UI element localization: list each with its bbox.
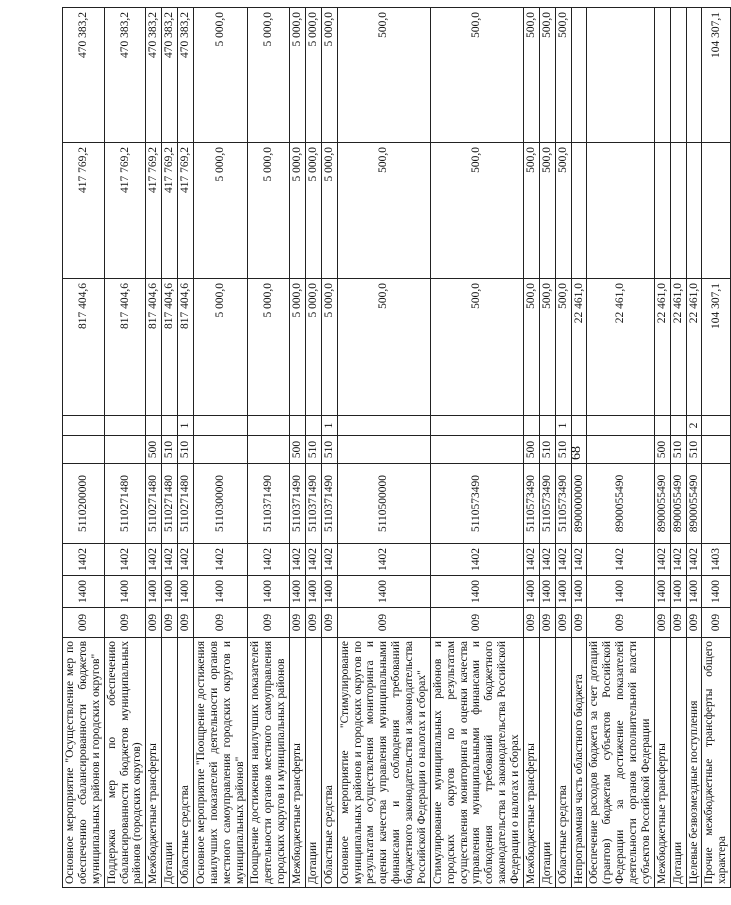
cell-expense-type: 510: [321, 436, 337, 464]
cell-section: 1400: [178, 576, 194, 608]
cell-amount-year-1: 817 404,6: [63, 279, 105, 416]
cell-section: 1400: [104, 576, 146, 608]
cell-amount-year-2: [587, 143, 654, 279]
cell-amount-year-2: 417 769,2: [178, 143, 194, 279]
cell-admin-code: 009: [686, 608, 702, 638]
cell-amount-year-2: 500,0: [430, 143, 523, 279]
cell-amount-year-1: 22 461,0: [587, 279, 654, 416]
cell-funding-source: [539, 416, 555, 436]
cell-amount-year-2: [702, 143, 731, 279]
cell-admin-code: 009: [63, 608, 105, 638]
cell-name: Поддержка мер по обеспечению сбалансированности бюджетов муниципальных районов (городских округов): [104, 638, 146, 888]
cell-target-article: 5110271480: [146, 464, 162, 544]
cell-expense-type: 500: [146, 436, 162, 464]
cell-amount-year-1: 500,0: [430, 279, 523, 416]
cell-amount-year-3: 500,0: [539, 8, 555, 143]
cell-amount-year-1: 22 461,0: [686, 279, 702, 416]
cell-section: 1400: [193, 576, 248, 608]
cell-amount-year-2: 417 769,2: [63, 143, 105, 279]
cell-funding-source: [104, 416, 146, 436]
cell-funding-source: [523, 416, 539, 436]
cell-target-article: 5110573490: [430, 464, 523, 544]
cell-amount-year-3: 5 000,0: [248, 8, 290, 143]
cell-admin-code: 009: [337, 608, 430, 638]
table-row: [321, 8, 337, 888]
cell-name: Областные средства: [555, 638, 571, 888]
cell-admin-code: 009: [654, 608, 670, 638]
cell-section: 1400: [670, 576, 686, 608]
cell-funding-source: [587, 416, 654, 436]
cell-section: 1400: [162, 576, 178, 608]
cell-amount-year-2: 500,0: [539, 143, 555, 279]
cell-subsection: 1403: [702, 544, 731, 576]
cell-expense-type: 510: [305, 436, 321, 464]
cell-amount-year-1: 5 000,0: [248, 279, 290, 416]
cell-target-article: 5110573490: [555, 464, 571, 544]
table-row: [290, 8, 306, 888]
cell-target-article: 8900055490: [686, 464, 702, 544]
cell-admin-code: 009: [104, 608, 146, 638]
cell-section: 1400: [702, 576, 731, 608]
table-row: [248, 8, 290, 888]
cell-admin-code: 009: [571, 608, 587, 638]
cell-amount-year-1: 22 461,0: [571, 279, 587, 416]
cell-amount-year-3: [571, 8, 587, 143]
cell-funding-source: [654, 416, 670, 436]
cell-amount-year-1: 500,0: [337, 279, 430, 416]
cell-amount-year-1: 5 000,0: [290, 279, 306, 416]
cell-expense-type: [430, 436, 523, 464]
cell-amount-year-1: 500,0: [539, 279, 555, 416]
cell-funding-source: [702, 416, 731, 436]
cell-amount-year-3: [670, 8, 686, 143]
cell-admin-code: 009: [430, 608, 523, 638]
cell-admin-code: 009: [555, 608, 571, 638]
cell-name: Дотации: [539, 638, 555, 888]
cell-target-article: 8900055490: [587, 464, 654, 544]
cell-subsection: 1402: [193, 544, 248, 576]
cell-name: Межбюджетные трансферты: [654, 638, 670, 888]
cell-target-article: 5110371490: [248, 464, 290, 544]
cell-funding-source: [430, 416, 523, 436]
table-row: [178, 8, 194, 888]
cell-section: 1400: [654, 576, 670, 608]
cell-expense-type: [63, 436, 105, 464]
cell-target-article: 5110371490: [305, 464, 321, 544]
cell-subsection: 1402: [654, 544, 670, 576]
cell-expense-type: 510: [178, 436, 194, 464]
cell-expense-type: [248, 436, 290, 464]
table-row: [702, 8, 731, 888]
cell-amount-year-2: 5 000,0: [248, 143, 290, 279]
cell-admin-code: 009: [305, 608, 321, 638]
cell-admin-code: 009: [290, 608, 306, 638]
cell-subsection: 1402: [104, 544, 146, 576]
cell-section: 1400: [587, 576, 654, 608]
cell-section: 1400: [539, 576, 555, 608]
table-row: [555, 8, 571, 888]
cell-amount-year-2: [670, 143, 686, 279]
cell-funding-source: [193, 416, 248, 436]
cell-funding-source: 2: [686, 416, 702, 436]
cell-expense-type: 510: [539, 436, 555, 464]
cell-expense-type: [337, 436, 430, 464]
cell-target-article: 5110371490: [290, 464, 306, 544]
cell-amount-year-2: 417 769,2: [104, 143, 146, 279]
cell-subsection: 1402: [571, 544, 587, 576]
cell-subsection: 1402: [555, 544, 571, 576]
cell-subsection: 1402: [337, 544, 430, 576]
cell-amount-year-3: 470 383,2: [63, 8, 105, 143]
cell-subsection: 1402: [587, 544, 654, 576]
cell-amount-year-2: 5 000,0: [305, 143, 321, 279]
cell-subsection: 1402: [63, 544, 105, 576]
cell-admin-code: 009: [146, 608, 162, 638]
cell-admin-code: 009: [587, 608, 654, 638]
cell-amount-year-1: 500,0: [555, 279, 571, 416]
cell-expense-type: 500: [290, 436, 306, 464]
cell-target-article: 5110271480: [104, 464, 146, 544]
cell-amount-year-3: 470 383,2: [146, 8, 162, 143]
table-row: [571, 8, 587, 888]
cell-admin-code: 009: [321, 608, 337, 638]
cell-name: Межбюджетные трансферты: [523, 638, 539, 888]
cell-expense-type: [702, 436, 731, 464]
cell-amount-year-2: 500,0: [523, 143, 539, 279]
cell-amount-year-2: [686, 143, 702, 279]
cell-admin-code: 009: [702, 608, 731, 638]
cell-amount-year-2: 417 769,2: [162, 143, 178, 279]
cell-amount-year-3: [654, 8, 670, 143]
cell-target-article: 5110300000: [193, 464, 248, 544]
table-row: [63, 8, 105, 888]
cell-section: 1400: [430, 576, 523, 608]
table-row: [162, 8, 178, 888]
cell-amount-year-2: 500,0: [337, 143, 430, 279]
cell-name: Межбюджетные трансферты: [146, 638, 162, 888]
cell-admin-code: 009: [670, 608, 686, 638]
cell-section: 1400: [63, 576, 105, 608]
cell-subsection: 1402: [248, 544, 290, 576]
cell-name: Прочие межбюджетные трансферты общего характера: [702, 638, 731, 888]
cell-amount-year-3: [587, 8, 654, 143]
cell-amount-year-2: 500,0: [555, 143, 571, 279]
cell-section: 1400: [290, 576, 306, 608]
cell-name: Областные средства: [178, 638, 194, 888]
cell-name: Дотации: [162, 638, 178, 888]
cell-funding-source: 1: [178, 416, 194, 436]
cell-amount-year-2: [654, 143, 670, 279]
cell-amount-year-1: 5 000,0: [305, 279, 321, 416]
cell-funding-source: [146, 416, 162, 436]
cell-amount-year-3: 5 000,0: [290, 8, 306, 143]
cell-subsection: 1402: [523, 544, 539, 576]
cell-admin-code: 009: [193, 608, 248, 638]
cell-target-article: 5110271480: [178, 464, 194, 544]
cell-amount-year-3: 5 000,0: [321, 8, 337, 143]
cell-amount-year-2: 5 000,0: [193, 143, 248, 279]
cell-section: 1400: [321, 576, 337, 608]
cell-name: Дотации: [305, 638, 321, 888]
cell-target-article: 8900055490: [654, 464, 670, 544]
cell-amount-year-1: 500,0: [523, 279, 539, 416]
budget-table: [62, 7, 731, 888]
cell-section: 1400: [523, 576, 539, 608]
cell-amount-year-1: 5 000,0: [321, 279, 337, 416]
cell-amount-year-1: 5 000,0: [193, 279, 248, 416]
cell-subsection: 1402: [670, 544, 686, 576]
cell-section: 1400: [686, 576, 702, 608]
cell-section: 1400: [555, 576, 571, 608]
cell-amount-year-3: 5 000,0: [193, 8, 248, 143]
cell-expense-type: 500: [654, 436, 670, 464]
cell-funding-source: [248, 416, 290, 436]
cell-subsection: 1402: [305, 544, 321, 576]
cell-amount-year-3: 500,0: [523, 8, 539, 143]
cell-admin-code: 009: [523, 608, 539, 638]
cell-expense-type: [571, 436, 587, 464]
cell-funding-source: [337, 416, 430, 436]
cell-target-article: 5110573490: [539, 464, 555, 544]
cell-amount-year-3: 470 383,2: [162, 8, 178, 143]
cell-funding-source: [63, 416, 105, 436]
cell-subsection: 1402: [162, 544, 178, 576]
table-row: [523, 8, 539, 888]
table-row: [686, 8, 702, 888]
cell-subsection: 1402: [321, 544, 337, 576]
cell-amount-year-3: 500,0: [430, 8, 523, 143]
cell-subsection: 1402: [539, 544, 555, 576]
cell-name: Непрограммная часть областного бюджета: [571, 638, 587, 888]
cell-name: Основное мероприятие "Поощрение достижения наилучших показателей деятельности органов местного самоуправления городских округов и муниципальных районов": [193, 638, 248, 888]
cell-funding-source: [670, 416, 686, 436]
cell-expense-type: [587, 436, 654, 464]
cell-funding-source: [162, 416, 178, 436]
cell-target-article: 5110500000: [337, 464, 430, 544]
table-row: [654, 8, 670, 888]
table-row: [337, 8, 430, 888]
cell-subsection: 1402: [430, 544, 523, 576]
cell-amount-year-3: 470 383,2: [178, 8, 194, 143]
cell-name: Обеспечение расходов бюджета за счет дотаций (грантов) бюджетам субъектов Российской Федерации за достижение показателей деятельности органов исполнительной власти субъектов Российской Федерации: [587, 638, 654, 888]
cell-admin-code: 009: [539, 608, 555, 638]
cell-name: Основное мероприятие "Осуществление мер по обеспечению сбалансированности бюджетов муниципальных районов и городских округов": [63, 638, 105, 888]
cell-amount-year-3: 5 000,0: [305, 8, 321, 143]
table-row: [670, 8, 686, 888]
cell-funding-source: [290, 416, 306, 436]
cell-target-article: 8900000000: [571, 464, 587, 544]
cell-name: Межбюджетные трансферты: [290, 638, 306, 888]
cell-target-article: 5110200000: [63, 464, 105, 544]
cell-name: Стимулирование муниципальных районов и городских округов по результатам осуществления мониторинга и оценки качества управления муниципальными финансами и соблюдения требований бюджетного законодательства и законодательства Российской Федерации о налогах и сборах: [430, 638, 523, 888]
page-number: 68: [569, 446, 584, 460]
cell-amount-year-2: 5 000,0: [290, 143, 306, 279]
cell-name: Областные средства: [321, 638, 337, 888]
cell-name: Основное мероприятие "Стимулирование муниципальных районов и городских округов по результатам осуществления мониторинга и оценки качества управления муниципальными финансами и соблюдения требований бюджетного законодательства и законодательства Российской Федерации о налогах и сборах": [337, 638, 430, 888]
cell-expense-type: [104, 436, 146, 464]
table-row: [193, 8, 248, 888]
cell-section: 1400: [571, 576, 587, 608]
cell-section: 1400: [337, 576, 430, 608]
table-row: [587, 8, 654, 888]
table-row: [305, 8, 321, 888]
cell-amount-year-3: 500,0: [555, 8, 571, 143]
cell-subsection: 1402: [146, 544, 162, 576]
cell-amount-year-1: 104 307,1: [702, 279, 731, 416]
cell-amount-year-3: [686, 8, 702, 143]
cell-funding-source: 1: [321, 416, 337, 436]
cell-section: 1400: [305, 576, 321, 608]
cell-amount-year-1: 22 461,0: [654, 279, 670, 416]
cell-admin-code: 009: [162, 608, 178, 638]
table-row: [430, 8, 523, 888]
cell-amount-year-3: 104 307,1: [702, 8, 731, 143]
cell-name: Целевые безвозмездные поступления: [686, 638, 702, 888]
cell-expense-type: 510: [162, 436, 178, 464]
cell-amount-year-3: 470 383,2: [104, 8, 146, 143]
cell-expense-type: [193, 436, 248, 464]
cell-expense-type: 500: [523, 436, 539, 464]
cell-funding-source: [305, 416, 321, 436]
cell-amount-year-1: 817 404,6: [162, 279, 178, 416]
cell-amount-year-1: 817 404,6: [104, 279, 146, 416]
cell-subsection: 1402: [178, 544, 194, 576]
cell-target-article: [702, 464, 731, 544]
cell-target-article: 8900055490: [670, 464, 686, 544]
cell-target-article: 5110271480: [162, 464, 178, 544]
cell-expense-type: 510: [686, 436, 702, 464]
table-row: [539, 8, 555, 888]
cell-amount-year-1: 22 461,0: [670, 279, 686, 416]
cell-amount-year-3: 500,0: [337, 8, 430, 143]
table-body: [63, 8, 731, 888]
cell-target-article: 5110371490: [321, 464, 337, 544]
cell-funding-source: [571, 416, 587, 436]
cell-amount-year-1: 817 404,6: [178, 279, 194, 416]
cell-admin-code: 009: [178, 608, 194, 638]
table-row: [104, 8, 146, 888]
cell-amount-year-2: [571, 143, 587, 279]
cell-subsection: 1402: [686, 544, 702, 576]
cell-name: Дотации: [670, 638, 686, 888]
cell-amount-year-1: 817 404,6: [146, 279, 162, 416]
table-row: [146, 8, 162, 888]
cell-amount-year-2: 5 000,0: [321, 143, 337, 279]
cell-expense-type: 510: [555, 436, 571, 464]
cell-section: 1400: [248, 576, 290, 608]
cell-expense-type: 510: [670, 436, 686, 464]
cell-funding-source: 1: [555, 416, 571, 436]
cell-admin-code: 009: [248, 608, 290, 638]
cell-section: 1400: [146, 576, 162, 608]
cell-subsection: 1402: [290, 544, 306, 576]
cell-target-article: 5110573490: [523, 464, 539, 544]
cell-name: Поощрение достижения наилучших показателей деятельности органов местного самоуправления городских округов и муниципальных районов: [248, 638, 290, 888]
cell-amount-year-2: 417 769,2: [146, 143, 162, 279]
